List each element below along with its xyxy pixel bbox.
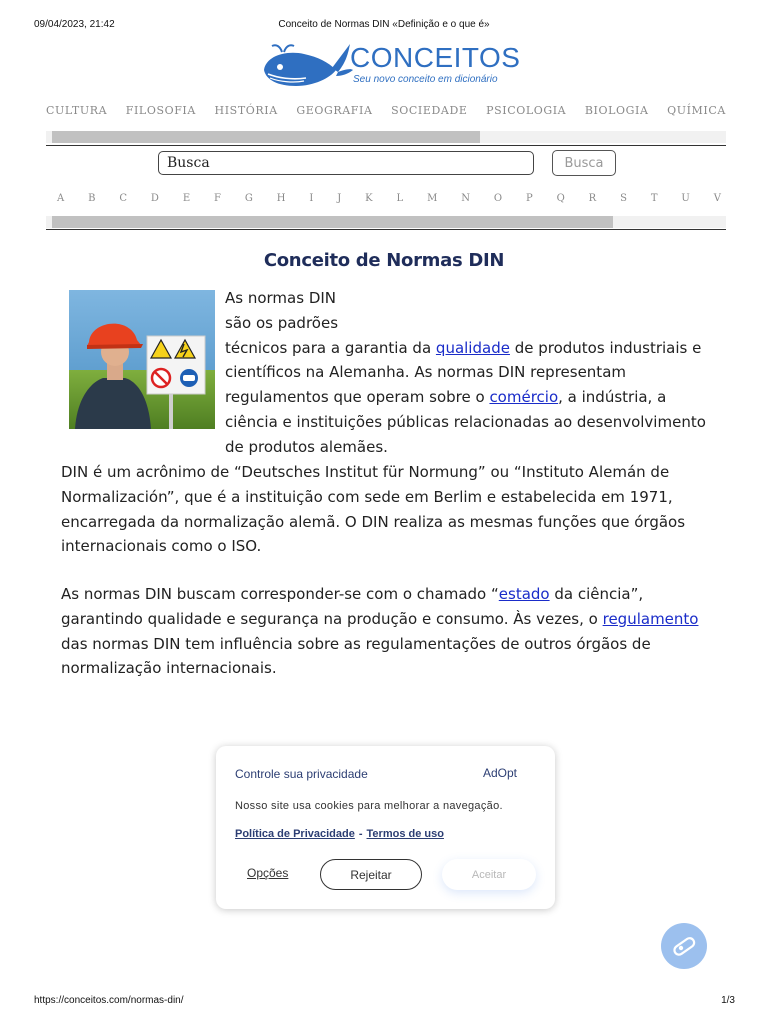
print-url: https://conceitos.com/normas-din/: [34, 995, 184, 1006]
letter-link[interactable]: O: [493, 193, 503, 204]
reject-button[interactable]: Rejeitar: [320, 859, 422, 890]
privacy-policy-link[interactable]: Política de Privacidade: [235, 828, 355, 840]
nav-item-geografia[interactable]: GEOGRAFIA: [296, 104, 373, 117]
link-estado[interactable]: estado: [498, 585, 550, 603]
article-text: das normas DIN tem influência sobre as regulamentações de outros órgãos de normalização internacionais.: [61, 634, 651, 678]
cookie-message: Nosso site usa cookies para melhorar a navegação.: [235, 800, 503, 812]
article-paragraph-2: [61, 582, 721, 681]
cookie-links: [235, 828, 444, 840]
category-nav: [46, 104, 726, 117]
letter-link[interactable]: I: [309, 193, 314, 204]
cookie-title: Controle sua privacidade: [235, 767, 368, 781]
article-text: As normas DIN: [225, 289, 337, 307]
letter-link[interactable]: R: [588, 193, 597, 204]
letter-link[interactable]: C: [119, 193, 128, 204]
letter-link[interactable]: P: [525, 193, 533, 204]
logo-tagline: Seu novo conceito em dicionário: [353, 74, 498, 85]
divider: [46, 145, 726, 146]
article-text: técnicos para a garantia da: [225, 338, 436, 357]
letter-link[interactable]: L: [396, 193, 404, 204]
link-separator: -: [358, 828, 363, 840]
terms-link[interactable]: Termos de uso: [366, 828, 444, 840]
print-date: 09/04/2023, 21:42: [34, 19, 115, 30]
link-regulamento[interactable]: regulamento: [602, 609, 699, 628]
letter-link[interactable]: E: [182, 193, 191, 204]
letter-link[interactable]: K: [365, 193, 373, 204]
article-image: [69, 290, 215, 429]
accept-button[interactable]: Aceitar: [442, 859, 536, 890]
logo-wordmark[interactable]: CONCEITOS: [350, 42, 521, 73]
link-comercio[interactable]: comércio: [489, 388, 559, 407]
article-text: são os padrões: [225, 313, 339, 332]
nav-item-quimica[interactable]: QUÍMICA: [667, 104, 726, 117]
article-text: As normas DIN buscam corresponder-se com o chamado “: [61, 585, 499, 603]
alphabet-index: [57, 193, 721, 204]
article-text: de produtos industriais e científicos na Alemanha. As normas DIN representam regulamentos que operam sobre o: [225, 338, 702, 407]
nav-scrollbar[interactable]: [46, 131, 726, 143]
cookie-consent-dialog: [216, 746, 555, 909]
letter-link[interactable]: T: [650, 193, 658, 204]
letter-link[interactable]: F: [214, 193, 221, 204]
nav-item-biologia[interactable]: BIOLOGIA: [584, 104, 649, 117]
cookie-shield-icon: [670, 932, 698, 960]
search-button[interactable]: Busca: [552, 150, 616, 176]
letter-link[interactable]: U: [681, 193, 690, 204]
article-paragraph-1: [225, 286, 715, 460]
letter-link[interactable]: N: [461, 193, 470, 204]
divider: [46, 229, 726, 230]
search-input[interactable]: [158, 151, 534, 175]
article-text: , a indústria, a ciência e instituições públicas relacionadas ao desenvolvimento de produtos alemães.: [225, 388, 706, 456]
alphabet-scrollbar-thumb[interactable]: [52, 216, 613, 228]
alphabet-scrollbar[interactable]: [46, 216, 726, 228]
print-page-title: Conceito de Normas DIN «Definição e o que é»: [278, 19, 490, 30]
letter-link[interactable]: J: [337, 193, 342, 204]
cookie-brand[interactable]: AdOpt: [482, 766, 517, 780]
nav-item-psicologia[interactable]: PSICOLOGIA: [486, 104, 567, 117]
letter-link[interactable]: G: [244, 193, 253, 204]
more-options-button[interactable]: Opções: [247, 866, 289, 880]
nav-item-sociedade[interactable]: SOCIEDADE: [391, 104, 468, 117]
cookie-settings-button[interactable]: [661, 923, 707, 969]
page-title: Conceito de Normas DIN: [263, 250, 505, 271]
letter-link[interactable]: S: [620, 193, 627, 204]
letter-link[interactable]: Q: [556, 193, 565, 204]
letter-link[interactable]: D: [150, 193, 159, 204]
article-text: da ciência”, garantindo qualidade e segurança na produção e consumo. Às vezes, o: [61, 585, 644, 628]
article-paragraph-1b: DIN é um acrônimo de “Deutsches Institut für Normung” ou “Instituto Alemán de Normalización”, que é a instituição com sede em Berlim e estabelecida em 1971, encarregada da normalização alemã. O DIN realiza as mesmas funções que órgãos internacionais como o ISO.: [61, 463, 686, 556]
letter-link[interactable]: H: [276, 193, 286, 204]
letter-link[interactable]: V: [713, 193, 721, 204]
letter-link[interactable]: M: [427, 193, 438, 204]
nav-item-filosofia[interactable]: FILOSOFIA: [125, 104, 196, 117]
whale-logo-icon[interactable]: [258, 40, 354, 92]
letter-link[interactable]: A: [57, 193, 65, 204]
nav-scrollbar-thumb[interactable]: [52, 131, 480, 143]
article-text: [225, 336, 715, 460]
letter-link[interactable]: B: [88, 193, 96, 204]
nav-item-historia[interactable]: HISTÓRIA: [214, 104, 278, 117]
nav-item-cultura[interactable]: CULTURA: [46, 104, 108, 117]
link-qualidade[interactable]: qualidade: [435, 338, 510, 357]
print-page-number: 1/3: [721, 995, 735, 1006]
